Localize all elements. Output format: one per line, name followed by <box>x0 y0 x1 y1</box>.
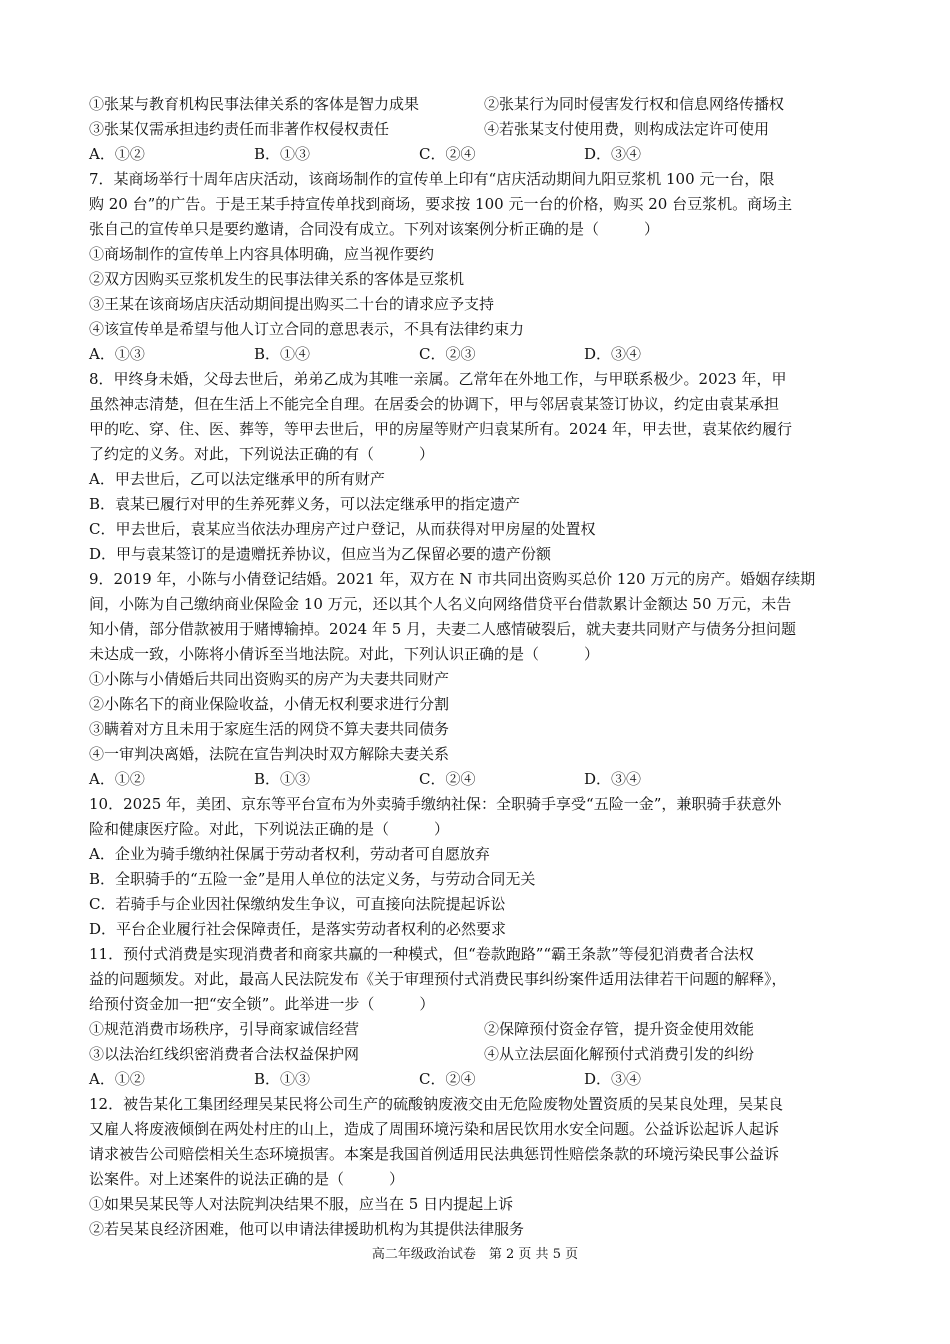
q12-stem-line: 讼案件。对上述案件的说法正确的是（ ） <box>89 1170 405 1188</box>
q11-choices <box>89 1067 864 1092</box>
q11-option: ④从立法层面化解预付式消费引发的纠纷 <box>484 1045 755 1063</box>
q9-choices <box>89 767 864 792</box>
q12-stem-line: 又雇人将废液倾倒在两处村庄的山上，造成了周围环境污染和居民饮用水安全问题。公益诉讼起诉人起诉 <box>89 1120 780 1138</box>
q8-stem-line: 了约定的义务。对此，下列说法正确的有（ ） <box>89 445 435 463</box>
q10-option: C．若骑手与企业因社保缴纳发生争议，可直接向法院提起诉讼 <box>89 895 506 913</box>
choice-c: C．②④ <box>419 770 476 788</box>
q9-stem-line: 间，小陈为自己缴纳商业保险金 10 万元，还以其个人名义向网络借贷平台借款累计金额达 50 万元，未告 <box>89 595 792 613</box>
q12-option: ②若吴某良经济困难，他可以申请法律援助机构为其提供法律服务 <box>89 1220 525 1238</box>
choice-b: B．①④ <box>254 345 311 363</box>
q7-stem-line: 购 20 台”的广告。于是王某手持宣传单找到商场，要求按 100 元一台的价格，购买 20 台豆浆机。商场主 <box>89 195 793 213</box>
q8-stem-line: 虽然神志清楚，但在生活上不能完全自理。在居委会的协调下，甲与邻居袁某签订协议，约定由袁某承担 <box>89 395 780 413</box>
q6-option-row <box>89 92 864 117</box>
choice-a: A．①② <box>89 770 145 788</box>
q11-stem-line: 给预付资金加一把“安全锁”。此举进一步（ ） <box>89 995 435 1013</box>
q9-stem-line: 知小倩，部分借款被用于赌博输掉。2024 年 5 月，夫妻二人感情破裂后，就夫妻共同财产与债务分担问题 <box>89 620 797 638</box>
choice-a: A．①② <box>89 145 145 163</box>
q11-stem-line: 益的问题频发。对此，最高人民法院发布《关于审理预付式消费民事纠纷案件适用法律若干问题的解释》， <box>89 970 787 988</box>
q9-option: ④一审判决离婚，法院在宣告判决时双方解除夫妻关系 <box>89 745 450 763</box>
choice-b: B．①③ <box>254 770 311 788</box>
choice-a: A．①② <box>89 1070 145 1088</box>
q10-option: B．全职骑手的“五险一金”是用人单位的法定义务，与劳动合同无关 <box>89 870 536 888</box>
q6-option: ④若张某支付使用费，则构成法定许可使用 <box>484 120 770 138</box>
q8-stem-line: 甲的吃、穿、住、医、葬等，等甲去世后，甲的房屋等财产归袁某所有。2024 年，甲去世，袁某依约履行 <box>89 420 792 438</box>
choice-d: D．③④ <box>584 1070 642 1088</box>
q9-stem-line: 未达成一致，小陈将小倩诉至当地法院。对此，下列认识正确的是（ ） <box>89 645 600 663</box>
q8-option: D．甲与袁某签订的是遗赠抚养协议，但应当为乙保留必要的遗产份额 <box>89 545 552 563</box>
choice-d: D．③④ <box>584 145 642 163</box>
q10-option: A．企业为骑手缴纳社保属于劳动者权利，劳动者可自愿放弃 <box>89 845 490 863</box>
q6-option: ③张某仅需承担违约责任而非著作权侵权责任 <box>89 120 390 138</box>
q11-option-row <box>89 1042 864 1067</box>
choice-b: B．①③ <box>254 1070 311 1088</box>
q6-option: ②张某行为同时侵害发行权和信息网络传播权 <box>484 95 785 113</box>
q10-stem-line: 险和健康医疗险。对此，下列说法正确的是（ ） <box>89 820 450 838</box>
q8-option: C．甲去世后，袁某应当依法办理房产过户登记，从而获得对甲房屋的处置权 <box>89 520 596 538</box>
page-content <box>89 92 864 1242</box>
q11-option-row <box>89 1017 864 1042</box>
q6-option-row <box>89 117 864 142</box>
q7-stem-line: 7．某商场举行十周年店庆活动，该商场制作的宣传单上印有“店庆活动期间九阳豆浆机 100 元一台，限 <box>89 170 775 188</box>
choice-c: C．②③ <box>419 345 476 363</box>
q7-option: ①商场制作的宣传单上内容具体明确，应当视作要约 <box>89 245 435 263</box>
q7-option: ③王某在该商场店庆活动期间提出购买二十台的请求应予支持 <box>89 295 495 313</box>
q11-option: ③以法治红线织密消费者合法权益保护网 <box>89 1045 360 1063</box>
q8-option: A．甲去世后，乙可以法定继承甲的所有财产 <box>89 470 385 488</box>
choice-b: B．①③ <box>254 145 311 163</box>
q6-choices <box>89 142 864 167</box>
q11-option: ②保障预付资金存管，提升资金使用效能 <box>484 1020 755 1038</box>
q7-choices <box>89 342 864 367</box>
page-footer: 高二年级政治试卷 第 2 页 共 5 页 <box>371 1247 579 1262</box>
q12-stem-line: 请求被告公司赔偿相关生态环境损害。本案是我国首例适用民法典惩罚性赔偿条款的环境污染民事公益诉 <box>89 1145 780 1163</box>
q11-option: ①规范消费市场秩序，引导商家诚信经营 <box>89 1020 360 1038</box>
choice-c: C．②④ <box>419 145 476 163</box>
choice-d: D．③④ <box>584 345 642 363</box>
q10-option: D．平台企业履行社会保障责任，是落实劳动者权利的必然要求 <box>89 920 507 938</box>
q9-option: ①小陈与小倩婚后共同出资购买的房产为夫妻共同财产 <box>89 670 450 688</box>
q11-stem-line: 11．预付式消费是实现消费者和商家共赢的一种模式，但“卷款跑路”“霸王条款”等侵犯消费者合法权 <box>89 945 754 963</box>
choice-a: A．①③ <box>89 345 145 363</box>
q12-option: ①如果吴某民等人对法院判决结果不服，应当在 5 日内提起上诉 <box>89 1195 514 1213</box>
q12-stem-line: 12．被告某化工集团经理吴某民将公司生产的硫酸钠废液交由无危险废物处置资质的吴某良处理，吴某良 <box>89 1095 784 1113</box>
q6-option: ①张某与教育机构民事法律关系的客体是智力成果 <box>89 95 420 113</box>
q7-option: ②双方因购买豆浆机发生的民事法律关系的客体是豆浆机 <box>89 270 465 288</box>
choice-c: C．②④ <box>419 1070 476 1088</box>
q7-stem-line: 张自己的宣传单只是要约邀请，合同没有成立。下列对该案例分析正确的是（ ） <box>89 220 660 238</box>
q9-option: ③瞒着对方且未用于家庭生活的网贷不算夫妻共同债务 <box>89 720 450 738</box>
q10-stem-line: 10．2025 年，美团、京东等平台宣布为外卖骑手缴纳社保：全职骑手享受“五险一金”，兼职骑手获意外 <box>89 795 782 813</box>
q9-stem-line: 9．2019 年，小陈与小倩登记结婚。2021 年，双方在 N 市共同出资购买总价 120 万元的房产。婚姻存续期 <box>89 570 816 588</box>
q7-option: ④该宣传单是希望与他人订立合同的意思表示，不具有法律约束力 <box>89 320 525 338</box>
q9-option: ②小陈名下的商业保险收益，小倩无权利要求进行分割 <box>89 695 450 713</box>
q8-option: B．袁某已履行对甲的生养死葬义务，可以法定继承甲的指定遗产 <box>89 495 521 513</box>
q8-stem-line: 8．甲终身未婚，父母去世后，弟弟乙成为其唯一亲属。乙常年在外地工作，与甲联系极少。2023 年，甲 <box>89 370 787 388</box>
choice-d: D．③④ <box>584 770 642 788</box>
